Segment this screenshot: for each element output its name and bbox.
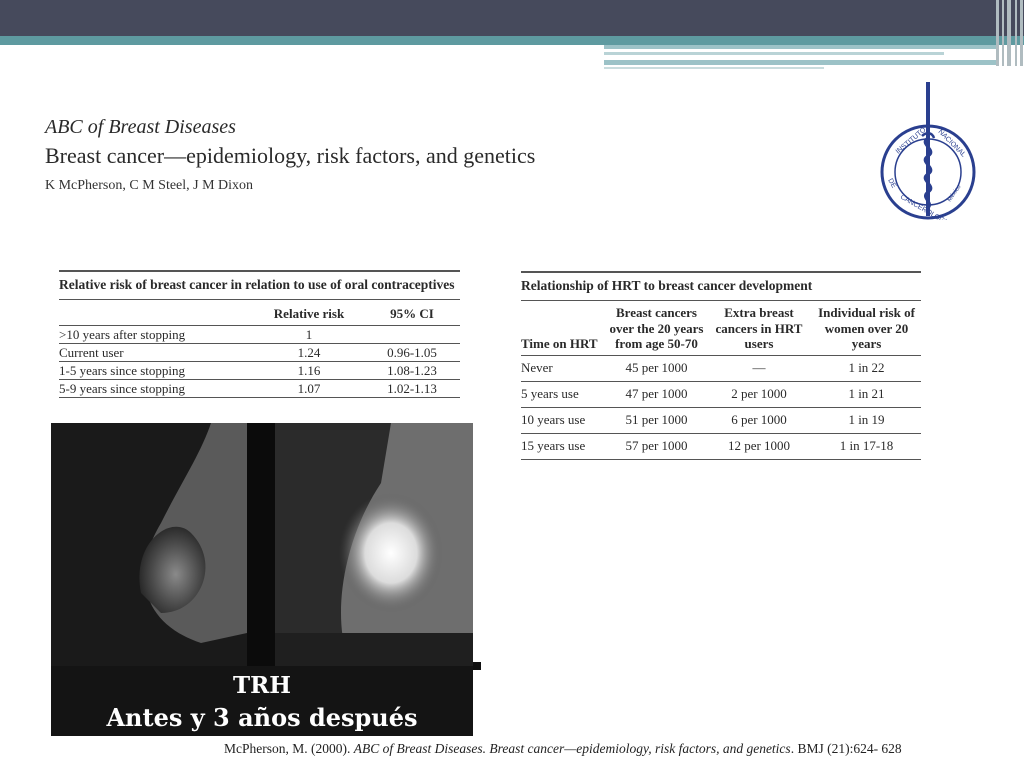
table-row [521, 407, 921, 433]
column-header: Time on HRT [521, 301, 607, 355]
oral-contraceptive-risk-table [59, 270, 460, 398]
table-cell: 1.16 [254, 362, 364, 380]
citation-author: McPherson, M. (2000). [224, 741, 354, 756]
table-row [521, 355, 921, 381]
authors: K McPherson, C M Steel, J M Dixon [45, 178, 254, 193]
column-header [59, 300, 254, 326]
table-cell [364, 326, 460, 344]
header-decor-line [604, 52, 944, 55]
svg-text:NACIONAL: NACIONAL [936, 128, 967, 159]
table-cell: 1 in 19 [812, 407, 921, 433]
header-decor-line [604, 67, 824, 69]
table-cell: 15 years use [521, 433, 607, 459]
caption-subtitle: Antes y 3 años después [106, 703, 418, 732]
table-cell: 1-5 years since stopping [59, 362, 254, 380]
table-cell: 47 per 1000 [607, 381, 706, 407]
hrt-breast-cancer-table [521, 271, 921, 460]
svg-text:CANCEROLOGIA: CANCEROLOGIA [899, 193, 952, 220]
column-header: Individual risk of women over 20 years [812, 301, 921, 355]
svg-text:México: México [946, 184, 963, 204]
table-row [59, 344, 460, 362]
logo-seal-icon [878, 80, 978, 220]
article-title: Breast cancer—epidemiology, risk factors, and genetics [45, 143, 536, 168]
table-cell: 1.02-1.13 [364, 380, 460, 398]
table-row [521, 381, 921, 407]
column-header: Relative risk [254, 300, 364, 326]
table-cell: — [706, 355, 812, 381]
image-divider [247, 423, 275, 666]
table-row [59, 326, 460, 344]
image-corner-mark [473, 662, 481, 670]
institute-logo [878, 80, 978, 220]
column-header: 95% CI [364, 300, 460, 326]
table-caption: Relationship of HRT to breast cancer development [521, 271, 921, 301]
table-cell: 5 years use [521, 381, 607, 407]
citation-title: ABC of Breast Diseases. Breast cancer—epidemiology, risk factors, and genetics [353, 741, 791, 756]
header-band [0, 0, 1024, 36]
corner-stripes [994, 0, 1024, 66]
column-header: Extra breast cancers in HRT users [706, 301, 812, 355]
table-cell: >10 years after stopping [59, 326, 254, 344]
table-row [59, 362, 460, 380]
table-cell: 0.96-1.05 [364, 344, 460, 362]
image-caption-box [51, 666, 473, 736]
table-cell: 1.08-1.23 [364, 362, 460, 380]
header-decor-line [604, 60, 999, 65]
table-cell: 1 in 22 [812, 355, 921, 381]
table-cell: Never [521, 355, 607, 381]
citation [224, 741, 902, 757]
table-cell: 57 per 1000 [607, 433, 706, 459]
table-cell: Current user [59, 344, 254, 362]
table-cell: 51 per 1000 [607, 407, 706, 433]
header-accent-band [0, 36, 1024, 45]
table-cell: 1 in 17-18 [812, 433, 921, 459]
table-cell: 10 years use [521, 407, 607, 433]
table-cell: 6 per 1000 [706, 407, 812, 433]
table-cell: 1 [254, 326, 364, 344]
table-row [59, 380, 460, 398]
table-caption: Relative risk of breast cancer in relation to use of oral contraceptives [59, 270, 460, 300]
table-row [521, 433, 921, 459]
caption-title: TRH [233, 672, 291, 699]
table-cell: 1.24 [254, 344, 364, 362]
book-title: ABC of Breast Diseases [45, 116, 236, 138]
citation-source: . BMJ (21):624- 628 [790, 741, 902, 756]
table-cell: 1.07 [254, 380, 364, 398]
header-decor-line [604, 45, 999, 49]
column-header: Breast cancers over the 20 years from age 50-70 [607, 301, 706, 355]
svg-text:INSTITUTO: INSTITUTO [894, 126, 928, 156]
svg-text:DE: DE [886, 177, 898, 190]
table-cell: 5-9 years since stopping [59, 380, 254, 398]
table-cell: 1 in 21 [812, 381, 921, 407]
table-cell: 12 per 1000 [706, 433, 812, 459]
table-cell: 45 per 1000 [607, 355, 706, 381]
table-cell: 2 per 1000 [706, 381, 812, 407]
